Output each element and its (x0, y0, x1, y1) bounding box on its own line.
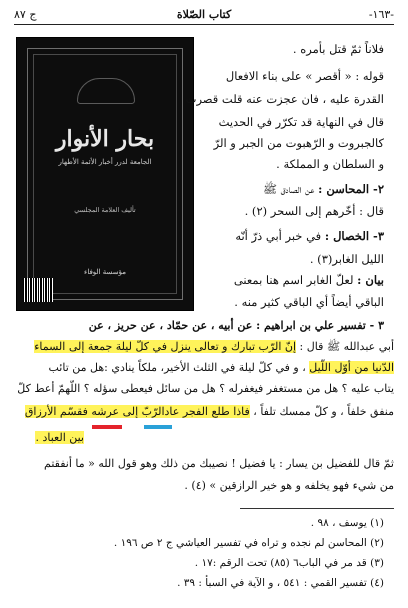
text-line: قال في النهاية قد تكرّر في الحديث (218, 115, 384, 129)
text-line: يتاب عليه ؟ هل من مستغفر فيغفرله ؟ هل من سائل فيعطى سؤله ؟ اللّهمّ أعط كلّ (17, 382, 394, 395)
text-line (235, 228, 384, 244)
text-span: لعلّ الغابر اسم هنا بمعنى (233, 273, 358, 287)
text-line (48, 360, 394, 376)
footnote: (١) يوسف ، ٩٨ . (310, 517, 384, 529)
text-line: كالجبروت و الرّهبوت من الجبر و الرّ (213, 136, 384, 150)
text-line: القدرة عليه ، فان عجزت عنه قلت قصرت (185, 92, 384, 106)
footnote: (٤) تفسير القمي : ٥٤١ ، و الآية في السبأ : ٣٩ . (177, 577, 384, 589)
volume-label: ج ٨٧ (14, 8, 37, 21)
text-span: منفق خلفاً ، و كلّ ممسك تلفاً ، (249, 405, 394, 418)
text-line (34, 339, 394, 355)
source-heading: ٣- الخصال : (324, 229, 384, 243)
text-line: ثمّ قال للفضيل بن يسار : يا فضيل ! نصيبك من ذلك وهو قول الله « ما أنفقتم (44, 457, 394, 470)
cover-publisher: مؤسسة الوفاء (84, 268, 126, 276)
text-span: في خبر أبي ذرّ أنّه (235, 229, 325, 243)
source-heading: ٢- المحاسن : (318, 182, 384, 196)
running-title: كتاب الصّلاة (176, 8, 232, 21)
page-number: -١٦٣- (368, 8, 394, 21)
footnote: (٣) قد مر في الباب٦ (٨٥) تحت الرقم :١٧ . (194, 557, 384, 569)
highlighted-text: بين العباد . (35, 431, 84, 444)
text-line: الليل الغابر(٣) . (309, 252, 384, 266)
highlighted-text: الدّنيا من أوّل اللّيل (309, 361, 394, 374)
text-span: عن الصادق ﷺ (263, 182, 319, 196)
text-span: ، و في كلّ ليلة في الثلث الأخير، ملكاً ينادي :هل من تائب (48, 361, 310, 374)
text-line (234, 272, 384, 288)
footnote-rule (240, 508, 394, 509)
text-line: و السلطان و المملكة . (276, 157, 384, 171)
cover-title: بحار الأنوار (55, 126, 155, 152)
bayan-heading: بيان : (357, 273, 384, 287)
text-line (35, 430, 84, 446)
text-line (263, 181, 384, 197)
header-rule (14, 24, 394, 25)
book-cover-image (16, 37, 194, 311)
library-barcode-sticker (23, 278, 53, 302)
text-line: ٣ - تفسير علي بن ابراهيم : عن أبيه ، عن حمّاد ، عن حريز ، عن (88, 319, 384, 332)
text-line: قوله : « أقصر » على بناء الافعال (225, 69, 384, 83)
blue-underline-mark (144, 425, 172, 429)
footnote: (٢) المحاسن لم نجده و تراه في تفسير العياشي ج ٢ ص ١٩٦ . (113, 537, 384, 549)
text-span: أبي عبدالله ﷺ قال : (296, 340, 394, 353)
page-header (14, 4, 394, 24)
text-line: قال : أخّرهم إلى السحر (٢) . (244, 204, 384, 218)
highlighted-text: فاذا طلع الفجر عادالرّبّ إلى عرشه فقسّم الأرزاق (24, 405, 250, 418)
cover-subtitle: الجامعة لدرر أخبار الأئمة الأطهار (58, 158, 152, 166)
text-line: من شيء فهو يخلفه و هو خير الرازقين » (٤) . (184, 479, 394, 492)
cover-ornament (77, 78, 135, 104)
text-line: الباقي أيضاً أي الباقي كثير منه . (234, 295, 384, 309)
red-underline-mark (92, 425, 122, 429)
text-line (25, 404, 394, 420)
highlighted-text: إنّ الرّب تبارك و تعالى ينزل في كلّ ليلة جمعة إلى السماء (34, 340, 297, 353)
cover-author: تأليف العلامة المجلسي (74, 206, 136, 214)
text-line: فلاناً ثمّ قتل بأمره . (292, 42, 384, 56)
